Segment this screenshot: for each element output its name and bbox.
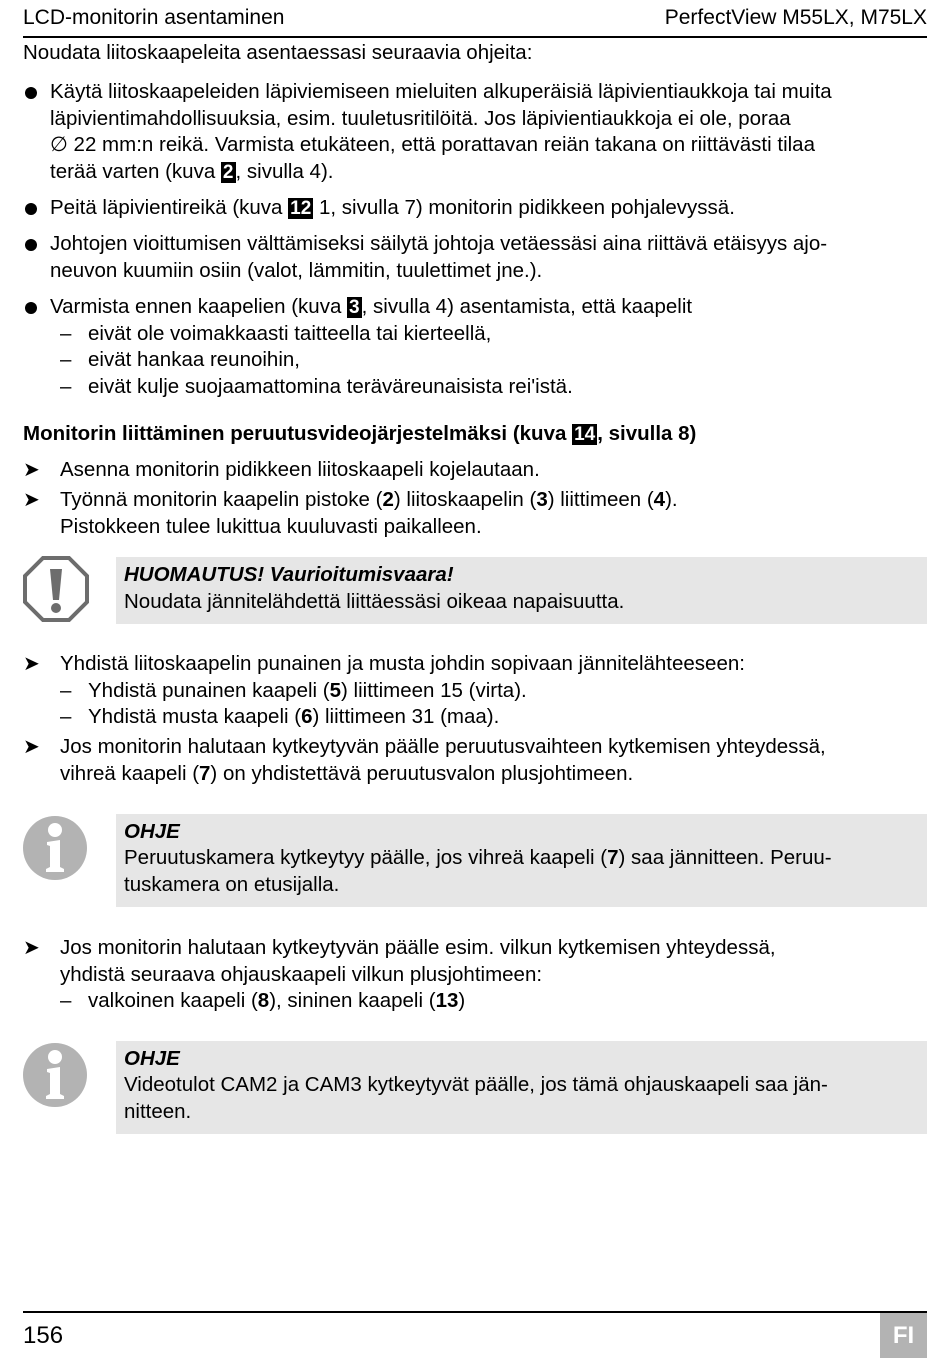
step-item: ➤ Asenna monitorin pidikkeen liitoskaapeli kojelautaan. xyxy=(23,458,540,481)
bullet-dot-icon xyxy=(25,239,37,251)
section-heading: Monitorin liittäminen peruutusvideojärjestelmäksi (kuva 14, sivulla 8) xyxy=(23,422,697,445)
language-tab: FI xyxy=(880,1313,927,1358)
warning-octagon-icon xyxy=(22,555,90,623)
bullet-item: Johtojen vioittumisen välttämiseksi säilytä johtoja vetäessäsi aina riittävä etäisyys ajo- neuvon kuumiin osiin (valot, lämmitin, tuulettimet jne.). xyxy=(23,231,927,284)
note-box: OHJE Videotulot CAM2 ja CAM3 kytkeytyvät päälle, jos tämä ohjauskaapeli saa jän- nitteen. xyxy=(116,1041,927,1134)
arrow-icon: ➤ xyxy=(23,937,40,959)
product-name: PerfectView M55LX, M75LX xyxy=(664,6,927,29)
bullet-item: Varmista ennen kaapelien (kuva 3, sivulla 4) asentamista, että kaapelit – eivät ole voimakkaasti taitteella tai kierteellä, – eivät hankaa reunoihin, – eivät kulje suojaamattomina teräväreunaisista rei'istä. xyxy=(23,294,927,400)
step-item: ➤ Työnnä monitorin kaapelin pistoke (2) liitoskaapelin (3) liittimeen (4). Pistokkeen tulee lukittua kuuluvasti paikalleen. xyxy=(23,488,678,538)
bullet-dot-icon xyxy=(25,302,37,314)
note-box: OHJE Peruutuskamera kytkeytyy päälle, jos vihreä kaapeli (7) saa jännitteen. Peruu- tuskamera on etusijalla. xyxy=(116,814,927,907)
footer-rule xyxy=(23,1311,927,1313)
figure-ref: 12 xyxy=(290,198,312,219)
figure-ref: 3 xyxy=(349,297,360,318)
section-title: LCD-monitorin asentaminen xyxy=(23,6,285,29)
arrow-icon: ➤ xyxy=(23,489,40,511)
intro-text: Noudata liitoskaapeleita asentaessasi seuraavia ohjeita: xyxy=(23,41,533,64)
info-icon xyxy=(22,815,88,881)
bullet-dot-icon xyxy=(25,203,37,215)
figure-ref: 2 xyxy=(222,161,234,183)
step-item: ➤ Jos monitorin halutaan kytkeytyvän päälle esim. vilkun kytkemisen yhteydessä, yhdistä seuraava ohjauskaapeli vilkun plusjohtimeen: – valkoinen kaapeli (8), sininen kaapeli (13) xyxy=(23,936,776,1012)
warning-box xyxy=(116,557,927,624)
bullet-dot-icon xyxy=(25,87,37,99)
page-number: 156 xyxy=(23,1322,64,1349)
arrow-icon: ➤ xyxy=(23,459,40,481)
step-item: ➤ Jos monitorin halutaan kytkeytyvän päälle peruutusvaihteen kytkemisen yhteydessä, vihreä kaapeli (7) on yhdistettävä peruutusvalon plusjohtimeen. xyxy=(23,735,826,785)
arrow-icon: ➤ xyxy=(23,736,40,758)
warning-text: Noudata jännitelähdettä liittäessäsi oikeaa napaisuutta. xyxy=(124,590,625,613)
info-icon xyxy=(22,1042,88,1108)
figure-ref: 14 xyxy=(574,424,596,445)
page-header xyxy=(23,4,927,38)
bullet-item: Peitä läpivientireikä (kuva 12 1, sivulla 7) monitorin pidikkeen pohjalevyssä. xyxy=(23,195,927,222)
arrow-icon: ➤ xyxy=(23,653,40,675)
note-title: OHJE xyxy=(124,1047,180,1070)
note-title: OHJE xyxy=(124,820,180,843)
step-item: ➤ Yhdistä liitoskaapelin punainen ja musta johdin sopivaan jännitelähteeseen: – Yhdistä punainen kaapeli (5) liittimeen 15 (virta). – Yhdistä musta kaapeli (6) liittimeen 31 (maa). xyxy=(23,652,745,728)
warning-title: HUOMAUTUS! Vaurioitumisvaara! xyxy=(124,563,454,586)
bullet-item: Käytä liitoskaapeleiden läpiviemiseen mieluiten alkuperäisiä läpivientiaukkoja tai muita läpivientimahdollisuuksia, esim. tuuletusritilöitä. Jos läpivientiaukkoja ei ole, poraa ∅ 22 mm:n reikä. Varmista etukäteen, että porattavan reiän takana on riittävästi tilaa terää varten (kuva 2, sivulla 4). xyxy=(23,79,927,185)
